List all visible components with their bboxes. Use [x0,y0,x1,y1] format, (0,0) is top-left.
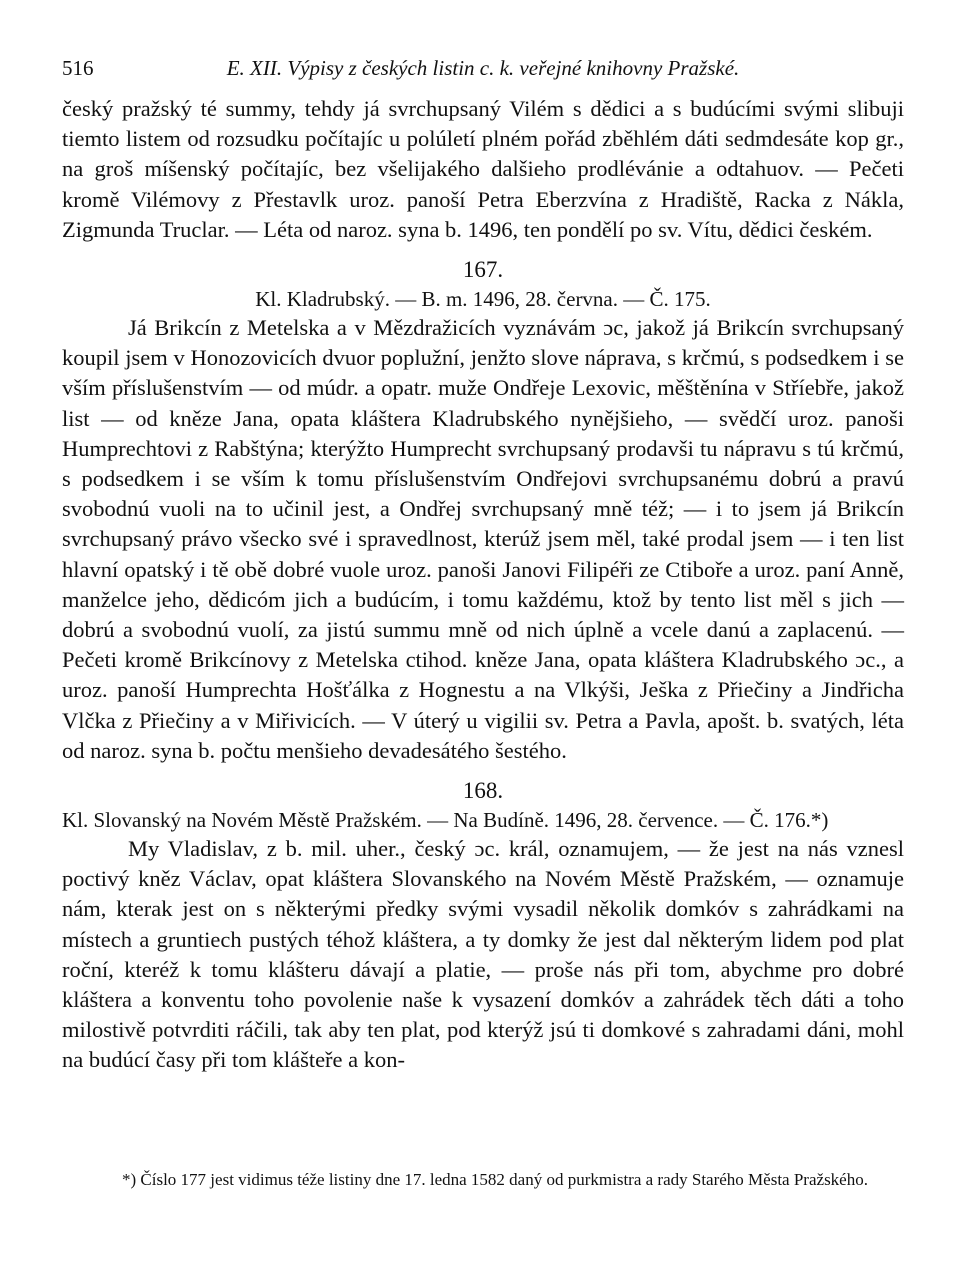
page-number: 516 [62,56,94,80]
continuation-paragraph: český pražský té summy, tehdy já svrchupsaný Vilém s dědici a s budúcími svými slibuji tiemto listem od rozsudku počítajíc u polúletí plném pořád zběhlém dáti sedmdesáte kop gr., na groš míšenský počítajíc, bez všelijakého dalšieho prodlévánie a odtahuov. — Pečeti kromě Vilémovy z Přestavlk uroz. panoší Petra Eberzvína z Hradiště, Racka z Nákla, Zigmunda Truclar. — Léta od naroz. syna b. 1496, ten pondělí po sv. Vítu, dědici českém. [62,96,904,242]
document-number-167: 167. [462,257,504,283]
document-text-168: My Vladislav, z b. mil. uher., český ɔc. král, oznamujem, — že jest na nás vznesl poctivý kněz Václav, opat kláštera Slovanského na Novém Městě Pražském, — oznamuje nám, kterak jest on s některými předky svými vysadil několik domkóv s zahrádkami na místech a gruntiech pustých téhož kláštera, a ty domky že jest dal některým lidem pod plat roční, kteréž k tomu klášteru dávají a platie, — proše nás při tom, abychme pro dobré kláštera a konventu toho povolenie naše k vysazení domkóv a zahrádek těch dáti a toho milostivě potvrditi ráčili, tak aby ten plat, pod kterýž jsú ti domkové s zahradami dáni, mohl na budúcí časy při tom klášteře a kon- [62,836,904,1073]
footnote: *) Číslo 177 jest vidimus téže listiny dne 17. ledna 1582 daný od purkmistra a rady Starého Města Pražského. [122,1170,868,1189]
page-body [62,56,904,1076]
document-meta-168: Kl. Slovanský na Novém Městě Pražském. — Na Budíně. 1496, 28. července. — Č. 176.*) [62,808,829,833]
page-header [62,56,904,86]
document-text-167: Já Brikcín z Metelska a v Mězdražicích vyznávám ɔc, jakož já Brikcín svrchupsaný koupil jsem v Honozovicích dvuor poplužní, jenžto slove náprava, s krčmú, s podsedkem i se vším příslušenstvím — od múdr. a opatr. muže Ondřeje Lexovic, měštěnína v Stříebře, jakož list — od kněze Jana, opata kláštera Kladrubského nynějšieho, — svědčí uroz. panoši Humprechtovi z Rabštýna; kterýžto Humprecht svrchupsaný prodavši tu nápravu s tú krčmú, s podsedkem i se vším k tomu příslušenstvím Ondřejovi svrchupsanému dobrú a pravú svobodnú vuoli na to učinil jest, a Ondřej svrchupsaný mně též; — i to jsem já Brikcín svrchupsaný právo všecko své i spravedlnost, kterúž jsem měl, také prodal jsem — i ten list hlavní opatský i tě obě dobré vuole uroz. panoši Janovi Filipéři ze Ctiboře a uroz. paní Anně, manželce jeho, dědicóm jich a budúcím, i tomu každému, ktož by tento list měl s jich — dobrú a svobodnú vuolí, za jistú summu mně od nich úplně a vcele danú a zaplacenú. — Pečeti kromě Brikcínovy z Metelska ctihod. kněze Jana, opata kláštera Kladrubského ɔc., a uroz. panoší Humprechta Hošťálka z Hognestu a na Vlkýši, Ješka z Přiečiny a Jindřicha Vlčka z Přiečiny a v Miřivicích. — V úterý u vigilii sv. Petra a Pavla, apošt. b. svatých, léta od naroz. syna b. počtu menšieho devadesátého šestého. [62,315,904,763]
running-head: E. XII. Výpisy z českých listin c. k. veřejné knihovny Pražské. [226,56,740,80]
document-meta-167: Kl. Kladrubský. — B. m. 1496, 28. června. — Č. 175. [255,287,711,312]
document-number-168: 168. [462,778,504,804]
